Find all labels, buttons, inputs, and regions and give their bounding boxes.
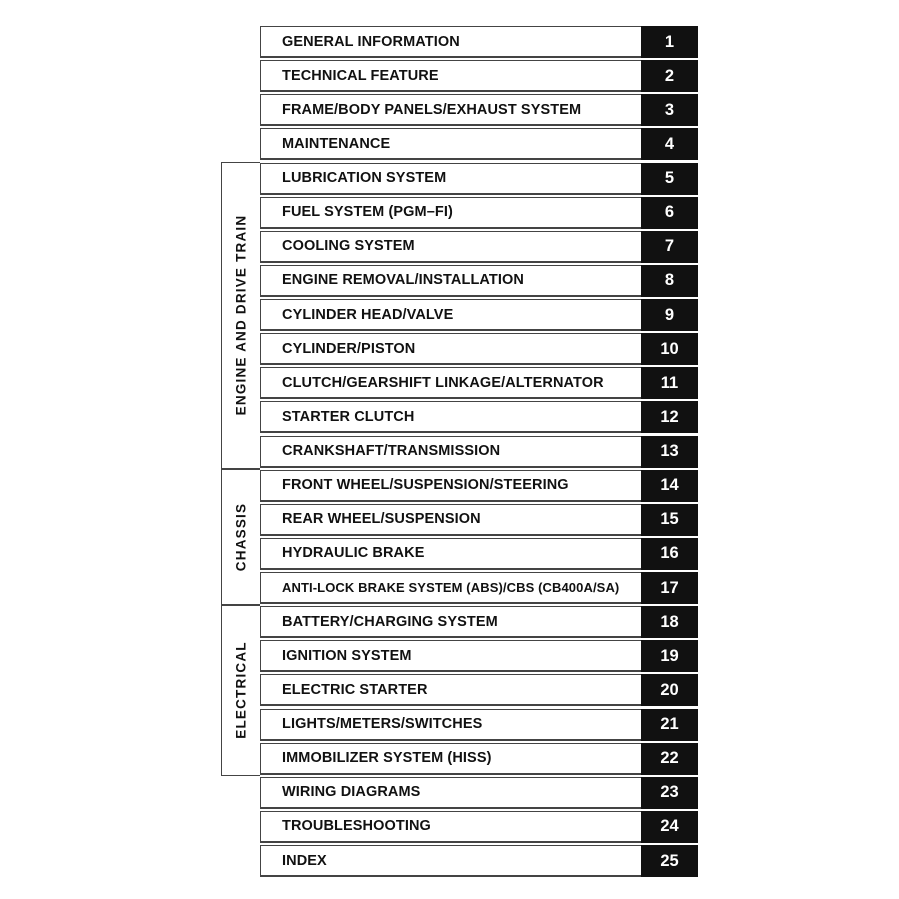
- toc-row[interactable]: [260, 197, 698, 229]
- toc-row[interactable]: [260, 538, 698, 570]
- section-title: REAR WHEEL/SUSPENSION: [260, 504, 641, 536]
- section-number-tab[interactable]: 4: [641, 128, 698, 160]
- section-title: TECHNICAL FEATURE: [260, 60, 641, 92]
- section-title: GENERAL INFORMATION: [260, 26, 641, 58]
- section-number-tab[interactable]: 10: [641, 333, 698, 365]
- toc-row[interactable]: [260, 436, 698, 468]
- group-label: ENGINE AND DRIVE TRAIN: [233, 214, 249, 416]
- section-number-tab[interactable]: 19: [641, 640, 698, 672]
- section-number-tab[interactable]: 11: [641, 367, 698, 399]
- section-number-tab[interactable]: 18: [641, 606, 698, 638]
- section-title: WIRING DIAGRAMS: [260, 777, 641, 809]
- section-number-tab[interactable]: 22: [641, 743, 698, 775]
- section-title: BATTERY/CHARGING SYSTEM: [260, 606, 641, 638]
- section-number-tab[interactable]: 14: [641, 470, 698, 502]
- toc-row[interactable]: [260, 606, 698, 638]
- section-title: IGNITION SYSTEM: [260, 640, 641, 672]
- section-title: CYLINDER/PISTON: [260, 333, 641, 365]
- toc-row[interactable]: [260, 777, 698, 809]
- toc-row[interactable]: [260, 128, 698, 160]
- section-number-tab[interactable]: 23: [641, 777, 698, 809]
- toc-row[interactable]: [260, 811, 698, 843]
- section-number-tab[interactable]: 9: [641, 299, 698, 331]
- toc-row[interactable]: [260, 231, 698, 263]
- group-bracket: [221, 469, 260, 605]
- toc-row[interactable]: [260, 572, 698, 604]
- section-number-tab[interactable]: 21: [641, 709, 698, 741]
- section-title: ANTI-LOCK BRAKE SYSTEM (ABS)/CBS (CB400A/SA): [260, 572, 641, 604]
- section-title: IMMOBILIZER SYSTEM (HISS): [260, 743, 641, 775]
- section-number-tab[interactable]: 7: [641, 231, 698, 263]
- toc-row[interactable]: [260, 265, 698, 297]
- section-number-tab[interactable]: 16: [641, 538, 698, 570]
- section-number-tab[interactable]: 17: [641, 572, 698, 604]
- toc-row[interactable]: [260, 333, 698, 365]
- toc-row[interactable]: [260, 674, 698, 706]
- group-label: CHASSIS: [233, 502, 249, 572]
- toc-row[interactable]: [260, 845, 698, 877]
- section-number-tab[interactable]: 12: [641, 401, 698, 433]
- section-number-tab[interactable]: 20: [641, 674, 698, 706]
- section-title: CYLINDER HEAD/VALVE: [260, 299, 641, 331]
- section-title: CRANKSHAFT/TRANSMISSION: [260, 436, 641, 468]
- table-of-contents: [260, 26, 698, 879]
- toc-row[interactable]: [260, 94, 698, 126]
- section-title: STARTER CLUTCH: [260, 401, 641, 433]
- toc-row[interactable]: [260, 367, 698, 399]
- toc-row[interactable]: [260, 743, 698, 775]
- section-title: FRONT WHEEL/SUSPENSION/STEERING: [260, 470, 641, 502]
- section-number-tab[interactable]: 8: [641, 265, 698, 297]
- section-number-tab[interactable]: 25: [641, 845, 698, 877]
- group-bracket: [221, 605, 260, 776]
- section-title: FRAME/BODY PANELS/EXHAUST SYSTEM: [260, 94, 641, 126]
- section-title: TROUBLESHOOTING: [260, 811, 641, 843]
- section-title: LIGHTS/METERS/SWITCHES: [260, 709, 641, 741]
- toc-row[interactable]: [260, 640, 698, 672]
- section-number-tab[interactable]: 3: [641, 94, 698, 126]
- section-title: LUBRICATION SYSTEM: [260, 163, 641, 195]
- section-number-tab[interactable]: 5: [641, 163, 698, 195]
- section-number-tab[interactable]: 6: [641, 197, 698, 229]
- section-title: MAINTENANCE: [260, 128, 641, 160]
- section-number-tab[interactable]: 2: [641, 60, 698, 92]
- section-title: FUEL SYSTEM (PGM–FI): [260, 197, 641, 229]
- group-label: ELECTRICAL: [233, 641, 249, 740]
- toc-row[interactable]: [260, 60, 698, 92]
- section-number-tab[interactable]: 24: [641, 811, 698, 843]
- toc-row[interactable]: [260, 470, 698, 502]
- toc-row[interactable]: [260, 163, 698, 195]
- section-title: INDEX: [260, 845, 641, 877]
- toc-row[interactable]: [260, 299, 698, 331]
- section-title: ELECTRIC STARTER: [260, 674, 641, 706]
- section-number-tab[interactable]: 15: [641, 504, 698, 536]
- toc-row[interactable]: [260, 709, 698, 741]
- toc-row[interactable]: [260, 26, 698, 58]
- toc-row[interactable]: [260, 504, 698, 536]
- section-title: ENGINE REMOVAL/INSTALLATION: [260, 265, 641, 297]
- section-number-tab[interactable]: 13: [641, 436, 698, 468]
- group-bracket: [221, 162, 260, 469]
- section-title: CLUTCH/GEARSHIFT LINKAGE/ALTERNATOR: [260, 367, 641, 399]
- toc-row[interactable]: [260, 401, 698, 433]
- section-title: COOLING SYSTEM: [260, 231, 641, 263]
- section-number-tab[interactable]: 1: [641, 26, 698, 58]
- section-title: HYDRAULIC BRAKE: [260, 538, 641, 570]
